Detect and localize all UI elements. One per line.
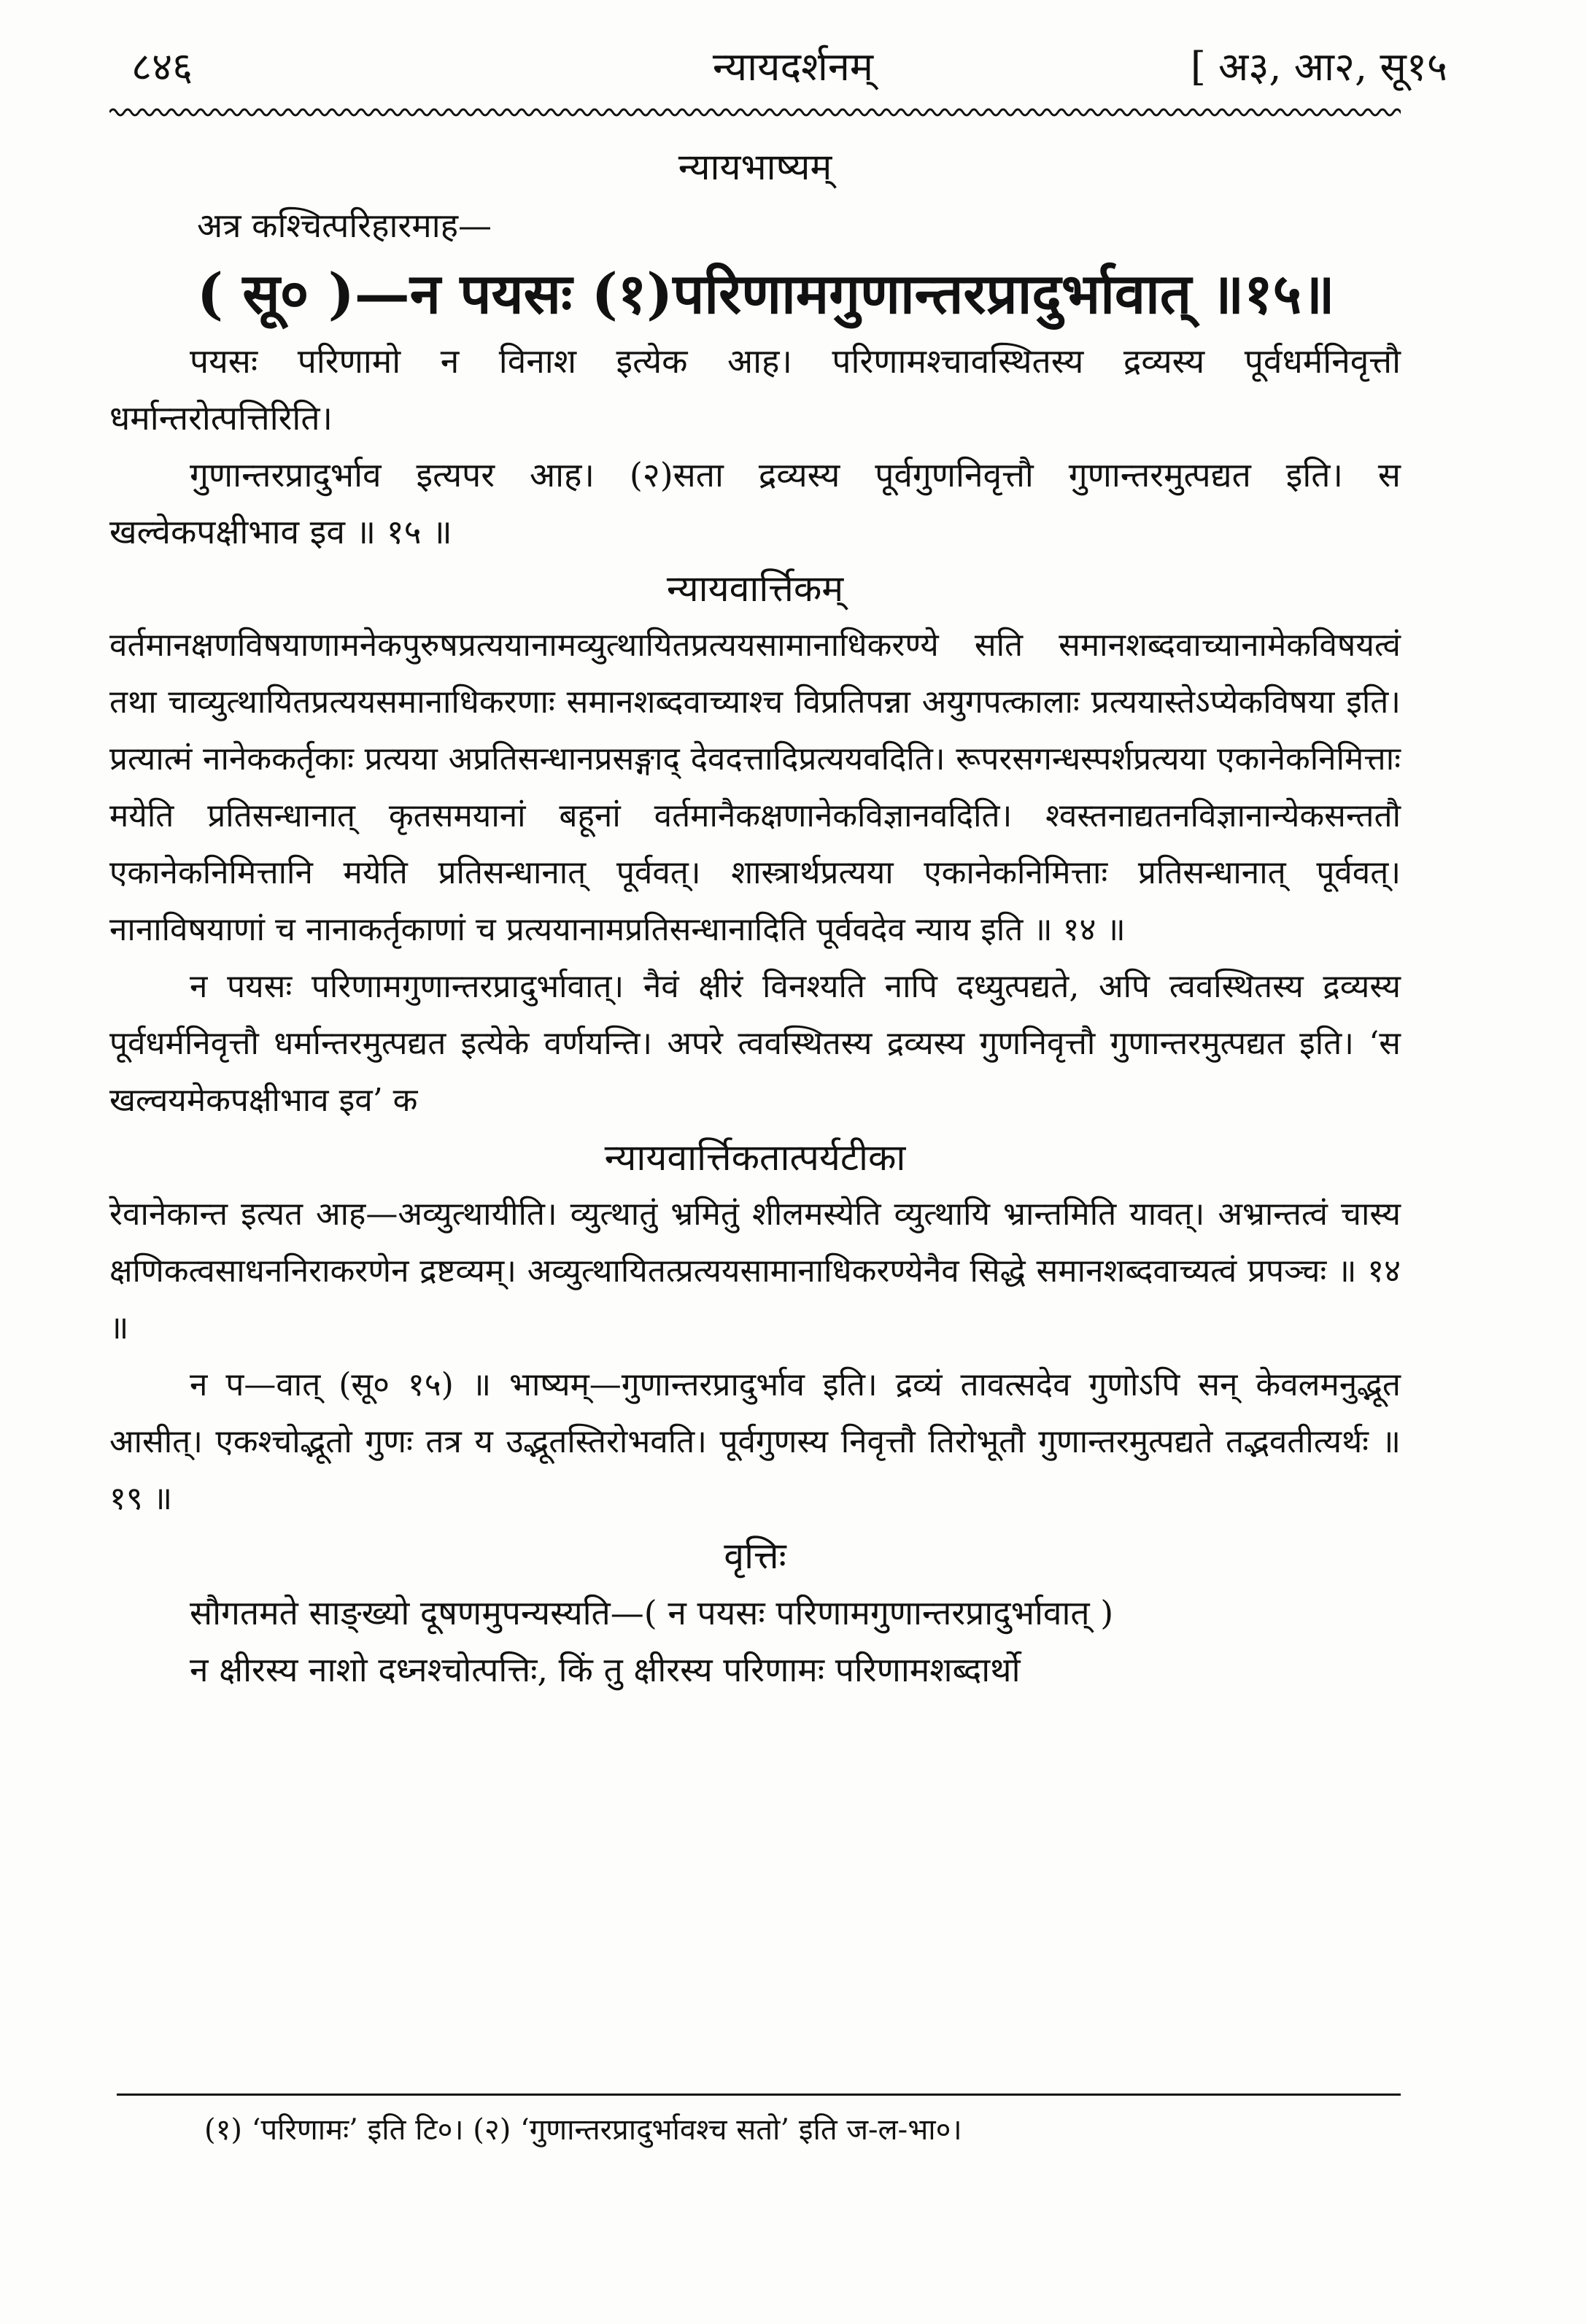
page-header (109, 38, 1477, 96)
tika-heading: न्यायवार्त्तिकतात्पर्यटीका (604, 1136, 906, 1179)
varttika-paragraph: न पयसः परिणामगुणान्तरप्रादुर्भावात्। नैवं क्षीरं विनश्यति नापि दध्युत्पद्यते, अपि त्ववस्थितस्य द्रव्यस्य पूर्वधर्मनिवृत्तौ धर्मान्तरमुत्पद्यत इत्येके वर्णयन्ति। अपरे त्ववस्थितस्य द्रव्यस्य गुणनिवृत्तौ गुणान्तरमुत्पद्यत इति। ‘स खल्वयमेकपक्षीभाव इव’ क (109, 968, 1401, 1119)
footnote: (१) ‘परिणामः’ इति टि०। (२) ‘गुणान्तरप्रादुर्भावश्च सतो’ इति ज-ल-भा०। (204, 2113, 962, 2147)
footnote-rule (117, 2093, 1401, 2096)
bhashya-intro: अत्र कश्चित्परिहारमाह— (197, 206, 492, 245)
section-reference: [ अ३, आ२, सू१५ (1190, 44, 1447, 90)
bhashya-heading: न्यायभाष्यम् (678, 146, 832, 188)
tika-paragraph: न प—वात् (सू० १५) ॥ भाष्यम्—गुणान्तरप्रादुर्भाव इति। द्रव्यं तावत्सदेव गुणोऽपि सन् केवलमनुद्भूत आसीत्। एकश्चोद्भूतो गुणः तत्र य उद्भूतस्तिरोभवति। पूर्वगुणस्य निवृत्तौ तिरोभूतौ गुणान्तरमुत्पद्यते तद्भवतीत्यर्थः ॥ १९ ॥ (109, 1366, 1401, 1517)
varttika-paragraph: वर्तमानक्षणविषयाणामनेकपुरुषप्रत्ययानामव्युत्थायितप्रत्ययसामानाधिकरण्ये सति समानशब्दवाच्यानामेकविषयत्वं तथा चाव्युत्थायितप्रत्ययसमानाधिकरणाः समानशब्दवाच्याश्च विप्रतिपन्ना अयुगपत्कालाः प्रत्ययास्तेऽप्येकविषया इति। प्रत्यात्मं नानेककर्तृकाः प्रत्यया अप्रतिसन्धानप्रसङ्गाद् देवदत्तादिप्रत्ययवदिति। रूपरसगन्धस्पर्शप्रत्यया एकानेकनिमित्ताः मयेति प्रतिसन्धानात् कृतसमयानां बहूनां वर्तमानैकक्षणानेकविज्ञानवदिति। श्वस्तनाद्यतनविज्ञानान्येकसन्ततौ एकानेकनिमित्तानि मयेति प्रतिसन्धानात् पूर्ववत्। शास्त्रार्थप्रत्यया एकानेकनिमित्ताः प्रतिसन्धानात् पूर्ववत्। नानाविषयाणां च नानाकर्तृकाणां च प्रत्ययानामप्रतिसन्धानादिति पूर्ववदेव न्याय इति ॥ १४ ॥ (109, 627, 1401, 948)
bhashya-paragraph: गुणान्तरप्रादुर्भाव इत्यपर आह। (२)सता द्रव्यस्य पूर्वगुणनिवृत्तौ गुणान्तरमुत्पद्यत इति। स खल्वेकपक्षीभाव इव ॥ १५ ॥ (109, 455, 1401, 551)
running-title: न्यायदर्शनम् (712, 44, 874, 90)
vritti-heading: वृत्तिः (724, 1535, 786, 1577)
page-number: ८४६ (131, 44, 193, 90)
bhashya-paragraph: पयसः परिणामो न विनाश इत्येक आह। परिणामश्चावस्थितस्य द्रव्यस्य पूर्वधर्मनिवृत्तौ धर्मान्तरोत्पत्तिरिति। (109, 341, 1401, 438)
main-text (109, 139, 1401, 1698)
vritti-line: न क्षीरस्य नाशो दध्नश्चोत्पत्तिः, किं तु क्षीरस्य परिणामः परिणामशब्दार्थो (190, 1650, 1021, 1689)
tika-paragraph: रेवानेकान्त इत्यत आह—अव्युत्थायीति। व्युत्थातुं भ्रमितुं शीलमस्येति व्युत्थायि भ्रान्तमिति यावत्। अभ्रान्तत्वं चास्य क्षणिकत्वसाधननिराकरणेन द्रष्टव्यम्। अव्युत्थायितत्प्रत्ययसामानाधिकरण्येनैव सिद्धे समानशब्दवाच्यत्वं प्रपञ्चः ॥ १४ ॥ (109, 1196, 1401, 1347)
vritti-line: सौगतमते साङ्ख्यो दूषणमुपन्यस्यति—( न पयसः परिणामगुणान्तरप्रादुर्भावात् ) (190, 1593, 1114, 1632)
varttika-heading: न्यायवार्त्तिकम् (666, 568, 844, 610)
sutra-line: ( सू० )—न पयसः (१)परिणामगुणान्तरप्रादुर्भावात् ॥१५॥ (197, 261, 1335, 326)
header-wavy-rule (109, 104, 1401, 121)
